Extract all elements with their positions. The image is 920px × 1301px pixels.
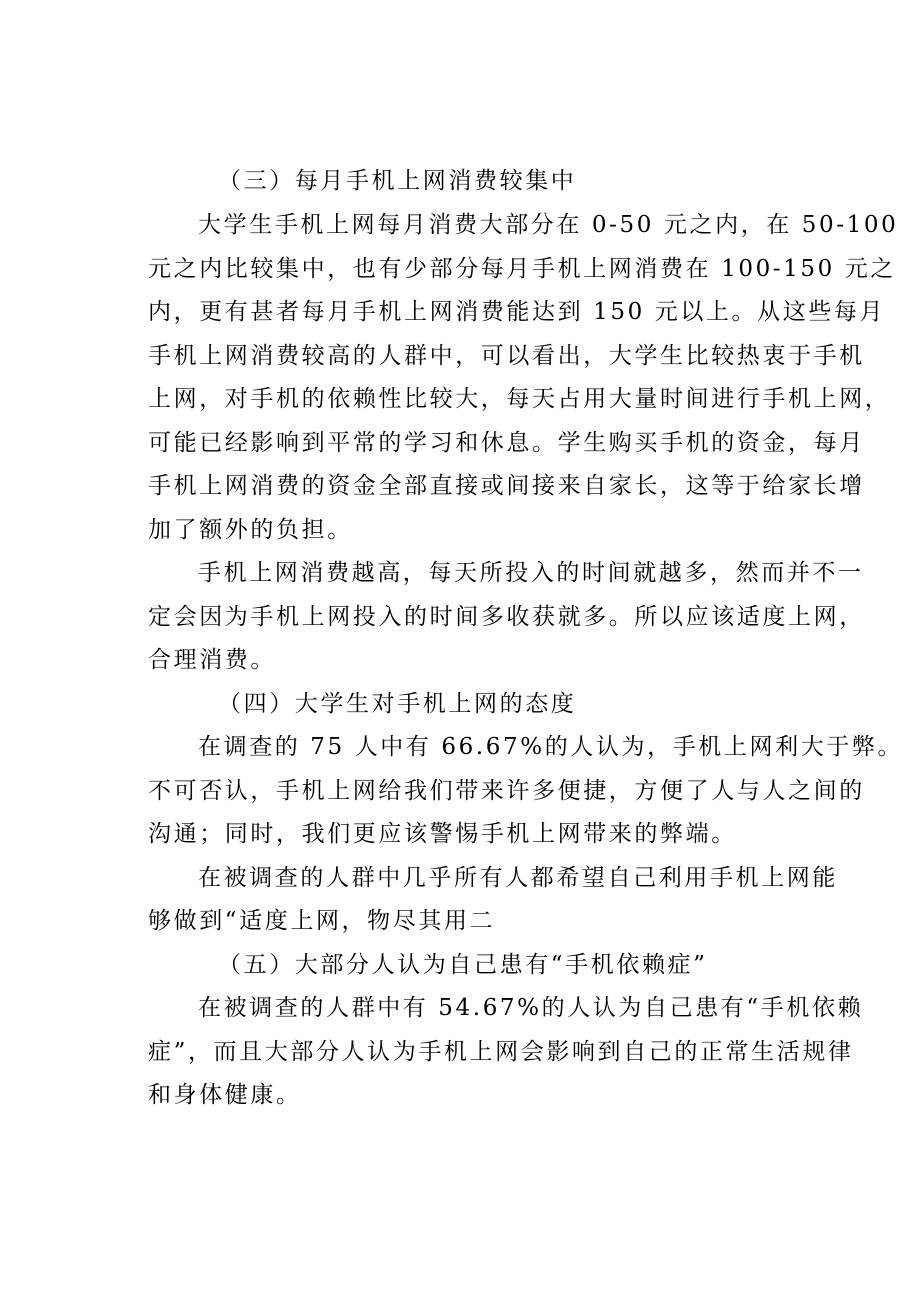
paragraph-line: 不可否认，手机上网给我们带来许多便捷，方便了人与人之间的 [148, 778, 865, 804]
paragraph-line: 加了额外的负担。 [148, 517, 353, 543]
paragraph-line: 定会因为手机上网投入的时间多收获就多。所以应该适度上网， [148, 604, 865, 630]
paragraph-line: 上网，对手机的依赖性比较大，每天占用大量时间进行手机上网， [148, 386, 891, 412]
section-heading-3: （三）每月手机上网消费较集中 [218, 168, 577, 194]
paragraph-line: 大学生手机上网每月消费大部分在 0-50 元之内，在 50-100 [198, 212, 899, 238]
paragraph-line: 元之内比较集中，也有少部分每月手机上网消费在 100-150 元之 [148, 256, 896, 282]
paragraph-line: 够做到“适度上网，物尽其用二 [148, 908, 496, 934]
paragraph-line: 可能已经影响到平常的学习和休息。学生购买手机的资金，每月 [148, 430, 865, 456]
section-heading-4: （四）大学生对手机上网的态度 [218, 691, 577, 717]
paragraph-line: 在调查的 75 人中有 66.67%的人认为，手机上网利大于弊。 [198, 734, 904, 760]
paragraph-line: 和身体健康。 [148, 1082, 302, 1108]
paragraph-line: 合理消费。 [148, 647, 276, 673]
section-heading-5: （五）大部分人认为自己患有“手机依赖症” [218, 952, 708, 978]
paragraph-line: 内，更有甚者每月手机上网消费能达到 150 元以上。从这些每月 [148, 299, 886, 325]
paragraph-line: 沟通；同时，我们更应该警惕手机上网带来的弊端。 [148, 821, 737, 847]
paragraph-line: 手机上网消费越高，每天所投入的时间就越多，然而并不一 [198, 560, 864, 586]
paragraph-line: 手机上网消费较高的人群中，可以看出，大学生比较热衷于手机 [148, 343, 865, 369]
paragraph-line: 在被调查的人群中几乎所有人都希望自己利用手机上网能 [198, 865, 838, 891]
paragraph-line: 手机上网消费的资金全部直接或间接来自家长，这等于给家长增 [148, 473, 865, 499]
paragraph-line: 症”，而且大部分人认为手机上网会影响到自己的正常生活规律 [148, 1039, 854, 1065]
paragraph-line: 在被调查的人群中有 54.67%的人认为自己患有“手机依赖 [198, 995, 864, 1021]
